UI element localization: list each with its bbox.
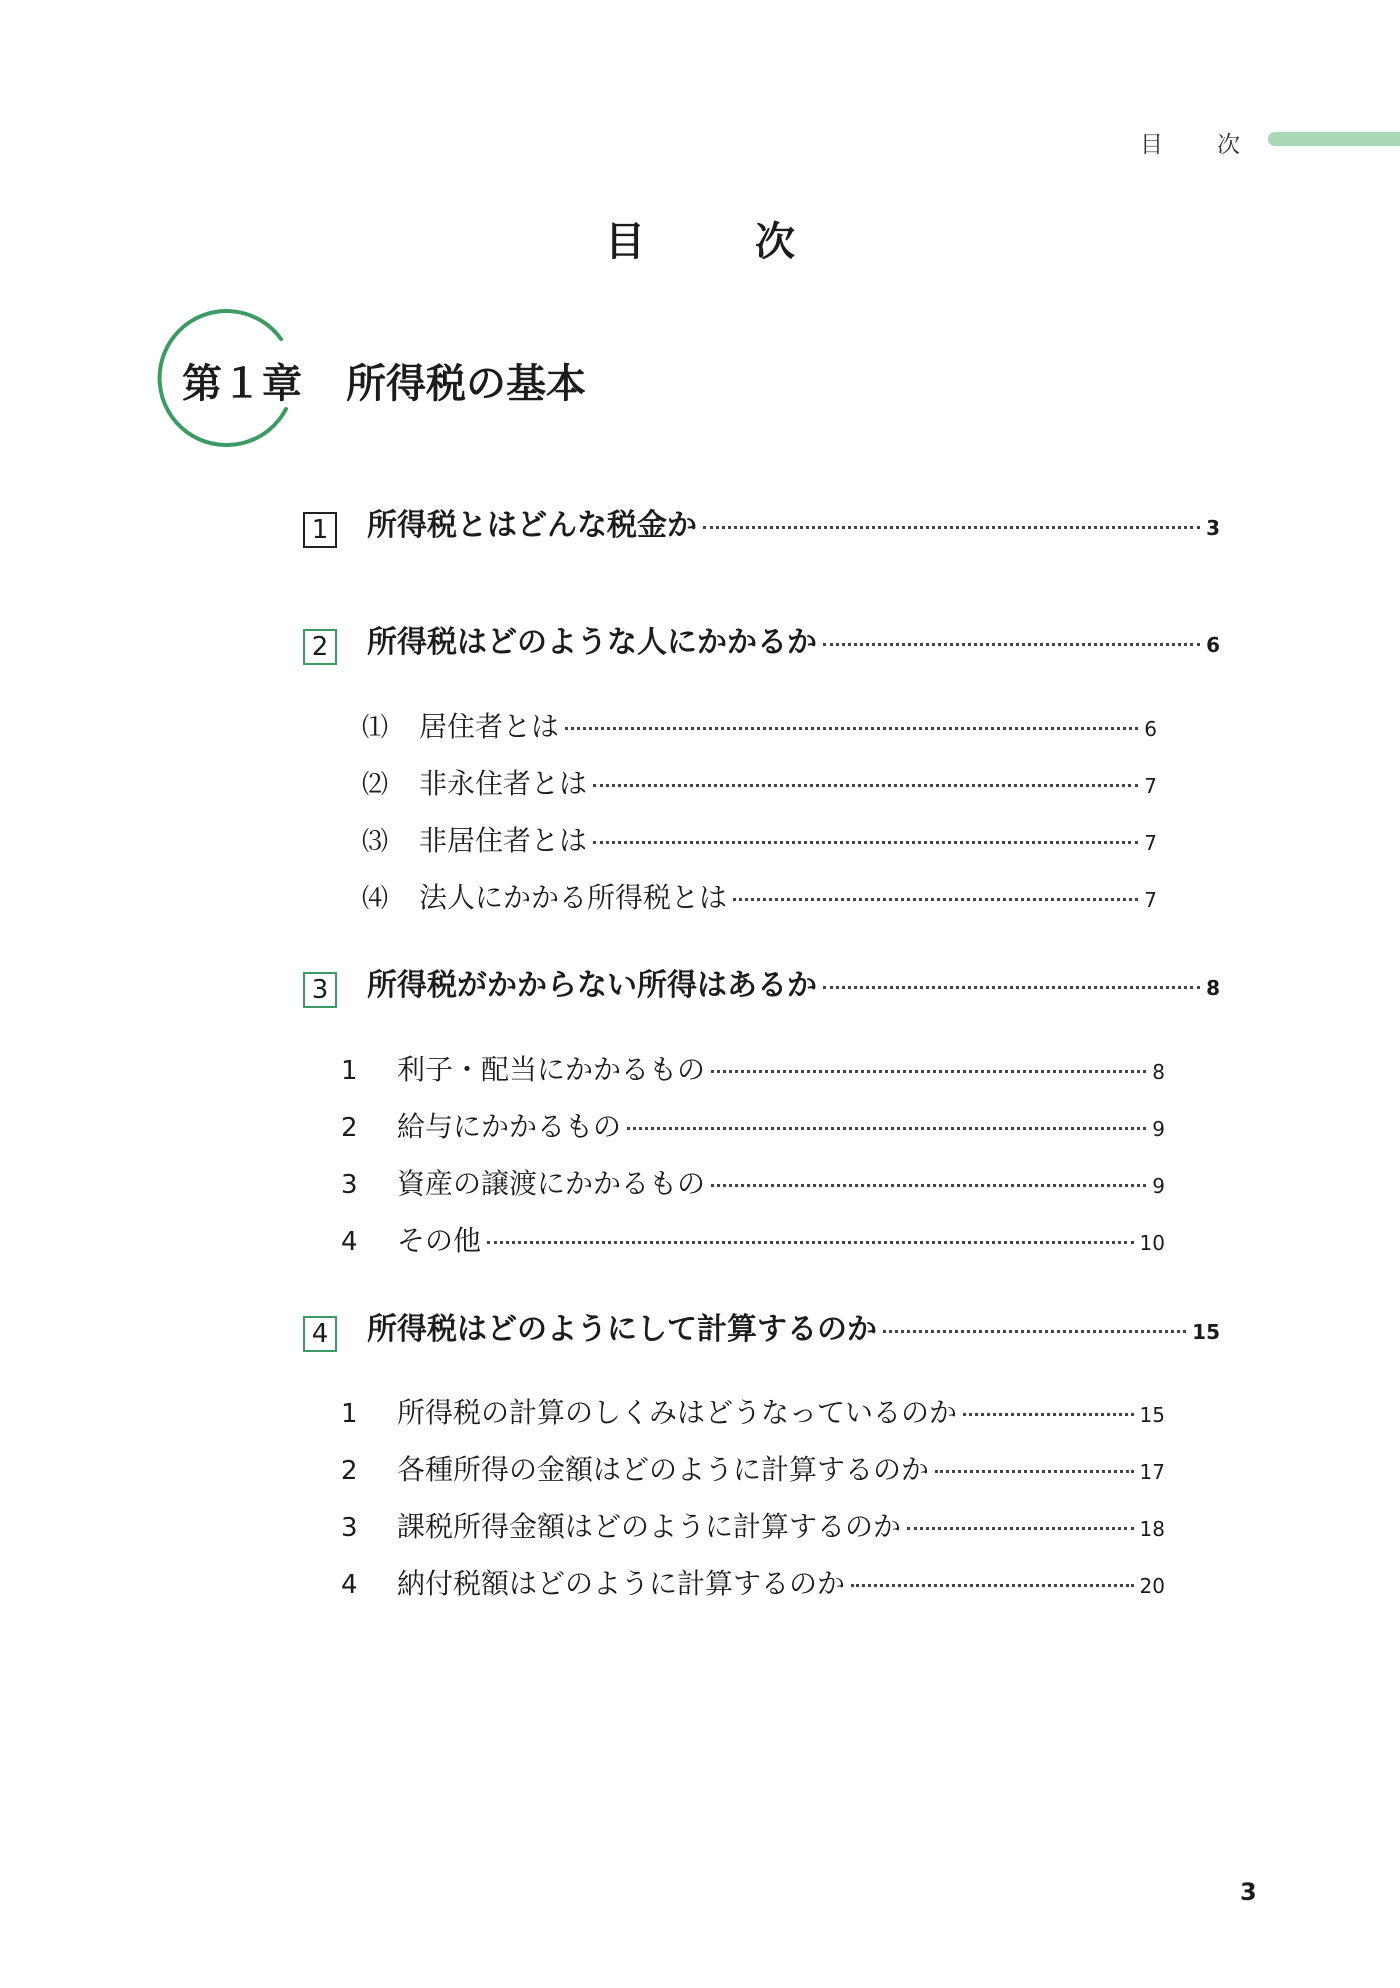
toc-subsection[interactable] bbox=[362, 876, 1157, 916]
subsection-label: 法人にかかる所得税とは bbox=[419, 881, 728, 914]
dot-leader bbox=[627, 1127, 1146, 1130]
subsection-number: 1 bbox=[341, 1399, 358, 1429]
dot-leader bbox=[851, 1584, 1134, 1587]
toc-subsection[interactable] bbox=[341, 1562, 1165, 1602]
page-title-left: 目 bbox=[605, 219, 645, 265]
toc-subsection[interactable] bbox=[341, 1105, 1165, 1145]
subsection-label: 居住者とは bbox=[419, 710, 560, 743]
page-folio: 3 bbox=[1240, 1878, 1257, 1906]
subsection-number: 3 bbox=[341, 1170, 358, 1200]
page-title bbox=[0, 210, 1400, 267]
subsection-number: ⑶ bbox=[362, 827, 389, 857]
subsection-label: 給与にかかるもの bbox=[397, 1110, 622, 1143]
page-title-right: 次 bbox=[755, 219, 795, 265]
dot-leader bbox=[823, 643, 1200, 646]
toc-subsection[interactable] bbox=[341, 1391, 1165, 1431]
subsection-label: 各種所得の金額はどのように計算するのか bbox=[397, 1453, 930, 1486]
page-number: 8 bbox=[1206, 976, 1220, 1000]
dot-leader bbox=[703, 526, 1200, 529]
toc-subsection[interactable] bbox=[362, 819, 1157, 859]
dot-leader bbox=[823, 986, 1200, 989]
toc-subsection[interactable] bbox=[362, 705, 1157, 745]
toc-subsection[interactable] bbox=[341, 1505, 1165, 1545]
dot-leader bbox=[593, 841, 1138, 844]
subsection-number: 4 bbox=[341, 1227, 358, 1257]
running-head-left: 目 bbox=[1140, 132, 1163, 158]
dot-leader bbox=[487, 1241, 1134, 1244]
section-number-box: 3 bbox=[303, 972, 337, 1008]
page-number: 9 bbox=[1152, 1117, 1165, 1141]
section-number-box: 4 bbox=[303, 1316, 337, 1352]
subsection-label: その他 bbox=[397, 1224, 482, 1257]
toc-section[interactable] bbox=[303, 500, 1220, 545]
chapter-label: 第１章 bbox=[182, 361, 302, 407]
subsection-label: 非居住者とは bbox=[419, 824, 588, 857]
page-number: 17 bbox=[1139, 1460, 1165, 1484]
section-number-box: 2 bbox=[303, 629, 337, 665]
chapter-title: 所得税の基本 bbox=[346, 361, 586, 407]
toc-section[interactable] bbox=[303, 960, 1220, 1005]
subsection-label: 資産の譲渡にかかるもの bbox=[397, 1167, 706, 1200]
toc-section[interactable] bbox=[303, 617, 1220, 662]
page-number: 8 bbox=[1152, 1060, 1165, 1084]
toc-subsection[interactable] bbox=[341, 1048, 1165, 1088]
dot-leader bbox=[733, 898, 1138, 901]
subsection-number: ⑷ bbox=[362, 884, 389, 914]
subsection-number: 2 bbox=[341, 1456, 358, 1486]
page-number: 15 bbox=[1139, 1403, 1165, 1427]
page-number: 6 bbox=[1144, 717, 1157, 741]
subsection-label: 納付税額はどのように計算するのか bbox=[397, 1567, 846, 1600]
subsection-number: 4 bbox=[341, 1570, 358, 1600]
running-head bbox=[1140, 126, 1240, 159]
subsection-number: 3 bbox=[341, 1513, 358, 1543]
dot-leader bbox=[935, 1470, 1134, 1473]
toc-subsection[interactable] bbox=[341, 1219, 1165, 1259]
subsection-label: 利子・配当にかかるもの bbox=[397, 1053, 706, 1086]
dot-leader bbox=[565, 727, 1138, 730]
subsection-number: 2 bbox=[341, 1113, 358, 1143]
subsection-label: 非永住者とは bbox=[419, 767, 588, 800]
subsection-label: 課税所得金額はどのように計算するのか bbox=[397, 1510, 902, 1543]
page-number: 10 bbox=[1139, 1231, 1165, 1255]
dot-leader bbox=[883, 1330, 1186, 1333]
subsection-label: 所得税の計算のしくみはどうなっているのか bbox=[397, 1396, 958, 1429]
toc-subsection[interactable] bbox=[362, 762, 1157, 802]
section-label: 所得税はどのようにして計算するのか bbox=[367, 1312, 877, 1347]
dot-leader bbox=[711, 1070, 1146, 1073]
subsection-number: ⑵ bbox=[362, 770, 389, 800]
running-head-right: 次 bbox=[1217, 132, 1240, 158]
running-head-accent-bar bbox=[1268, 132, 1400, 146]
page-number: 7 bbox=[1144, 774, 1157, 798]
dot-leader bbox=[593, 784, 1138, 787]
page-number: 20 bbox=[1139, 1574, 1165, 1598]
dot-leader bbox=[711, 1184, 1146, 1187]
subsection-number: ⑴ bbox=[362, 713, 389, 743]
section-label: 所得税がかからない所得はあるか bbox=[367, 968, 817, 1003]
toc-subsection[interactable] bbox=[341, 1162, 1165, 1202]
section-label: 所得税はどのような人にかかるか bbox=[367, 625, 817, 660]
page-number: 9 bbox=[1152, 1174, 1165, 1198]
page-number: 3 bbox=[1206, 516, 1220, 540]
chapter-heading bbox=[182, 352, 586, 409]
section-label: 所得税とはどんな税金か bbox=[367, 508, 697, 543]
dot-leader bbox=[907, 1527, 1134, 1530]
page-number: 18 bbox=[1139, 1517, 1165, 1541]
page-number: 7 bbox=[1144, 831, 1157, 855]
subsection-number: 1 bbox=[341, 1056, 358, 1086]
dot-leader bbox=[963, 1413, 1134, 1416]
toc-section[interactable] bbox=[303, 1304, 1220, 1349]
page-number: 6 bbox=[1206, 633, 1220, 657]
section-number-box: 1 bbox=[303, 512, 337, 548]
toc-subsection[interactable] bbox=[341, 1448, 1165, 1488]
page-number: 15 bbox=[1192, 1320, 1220, 1344]
page-number: 7 bbox=[1144, 888, 1157, 912]
